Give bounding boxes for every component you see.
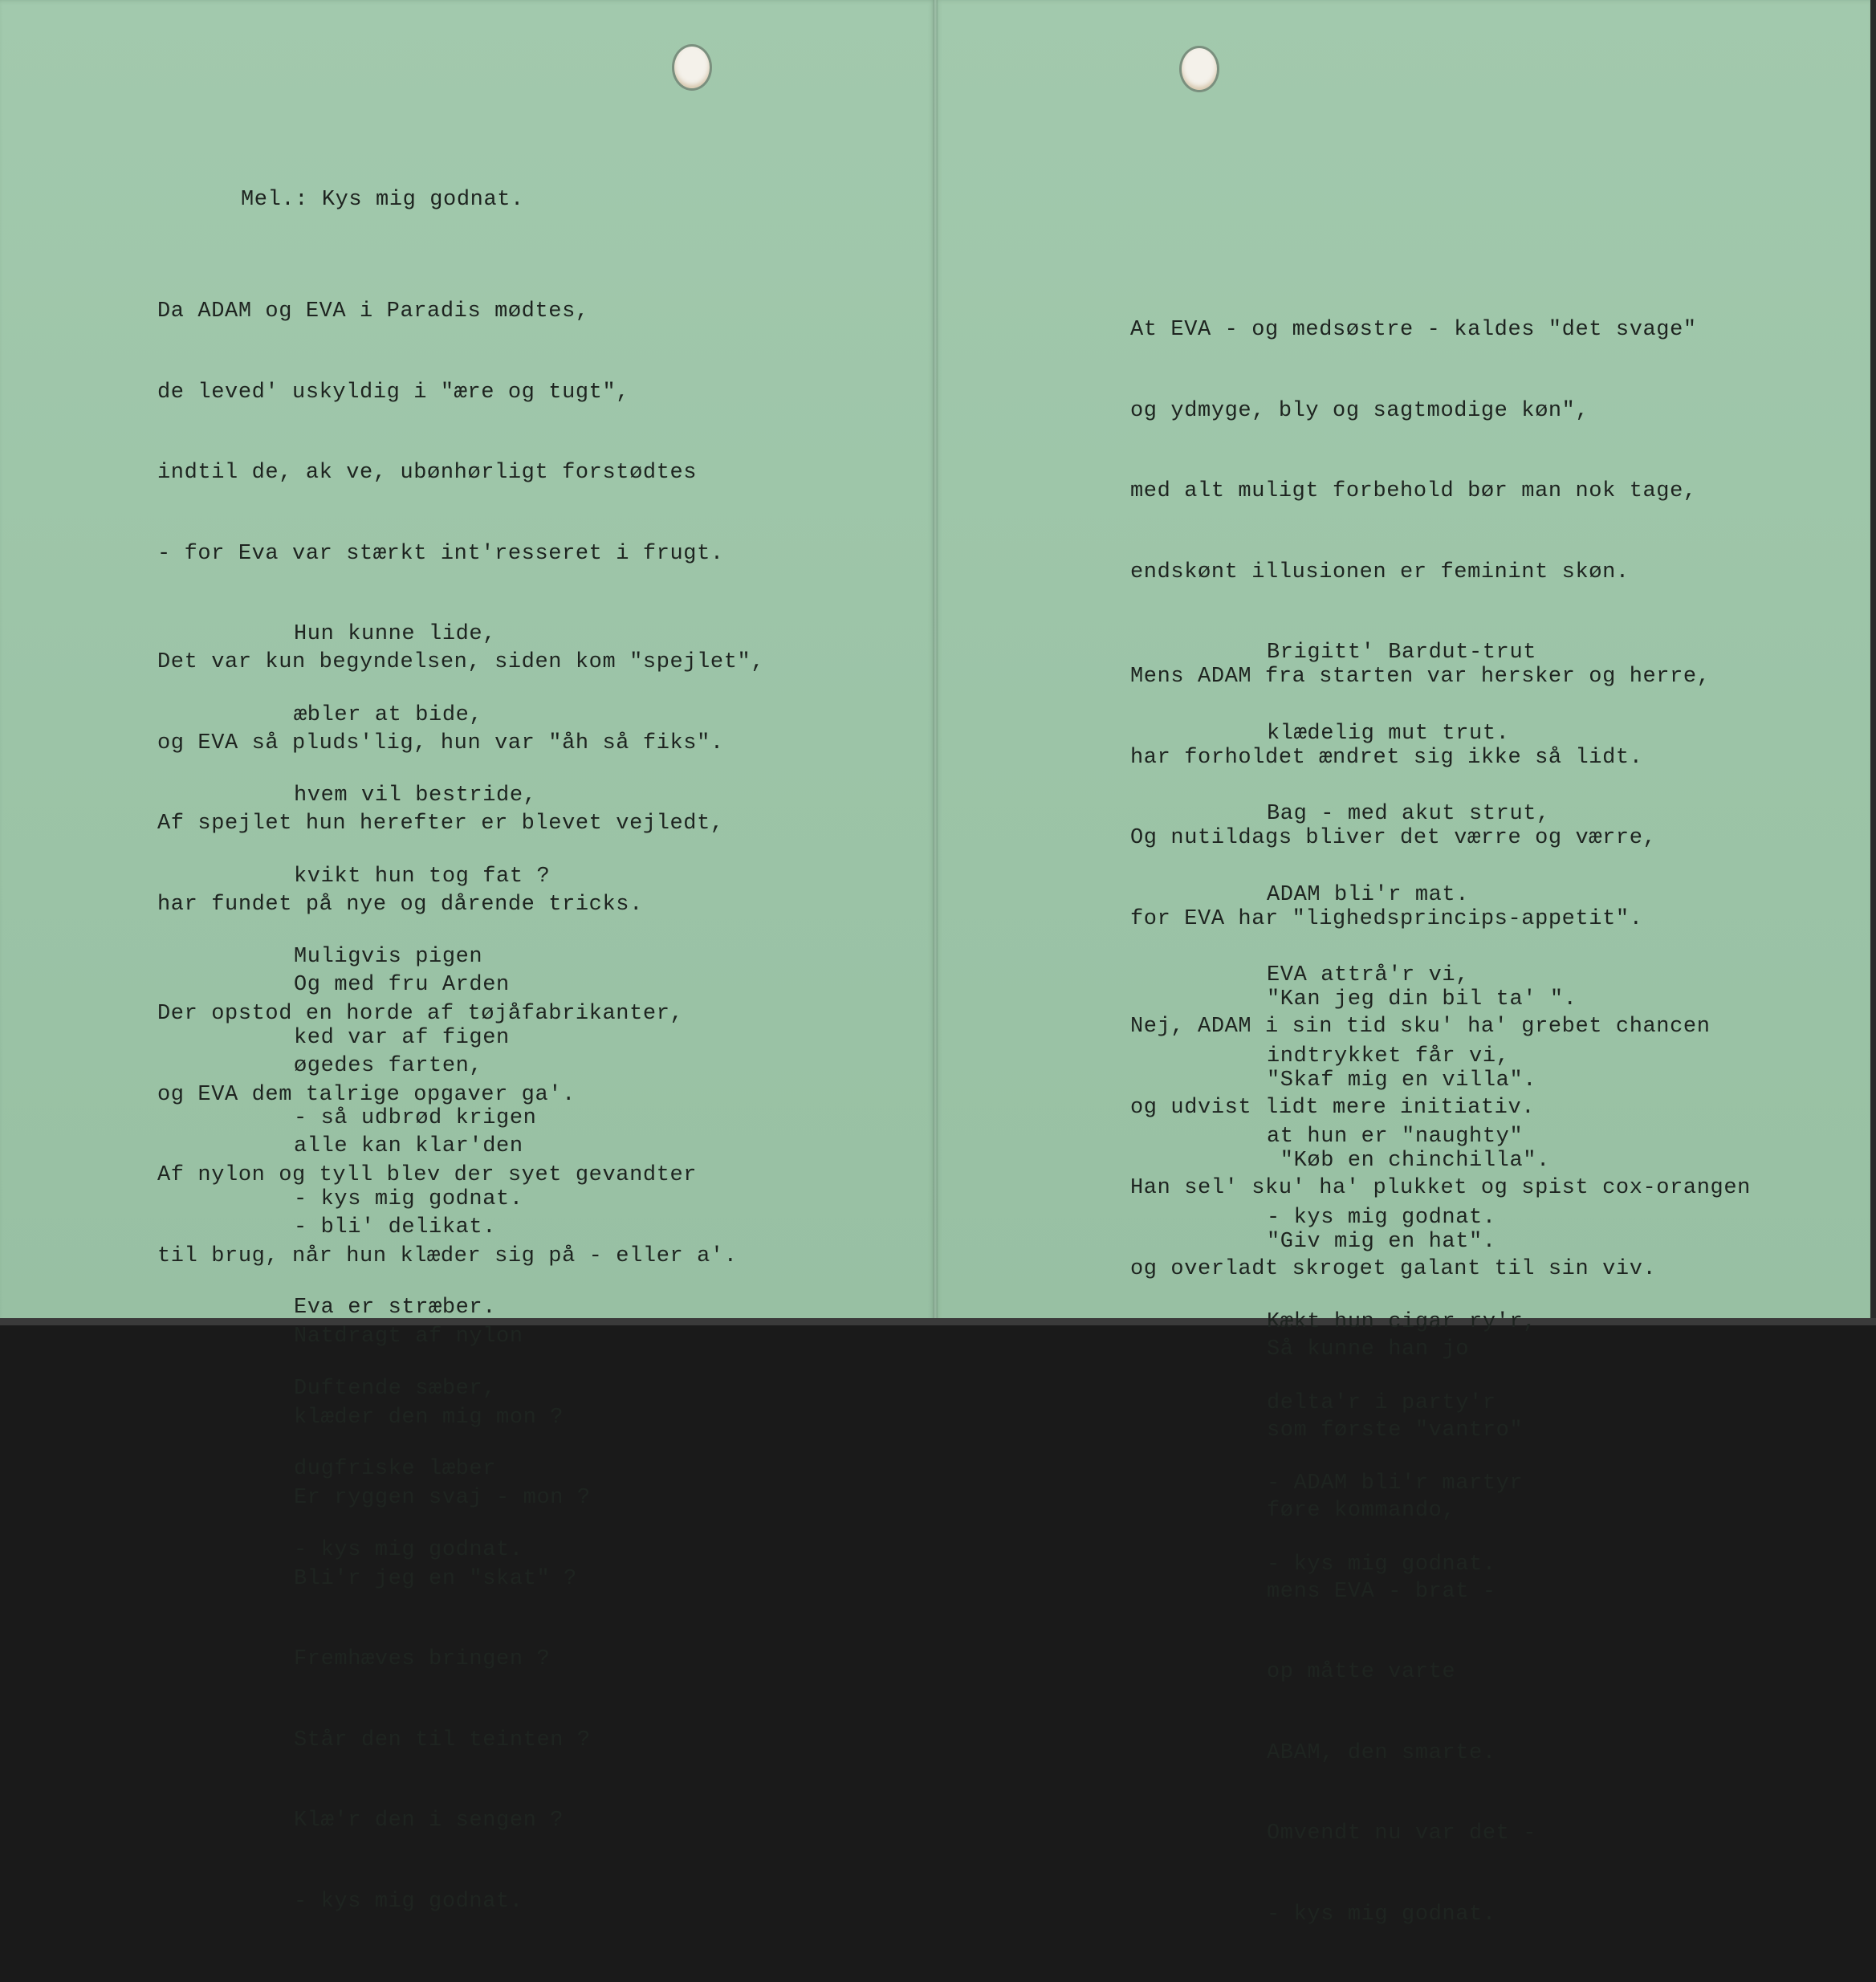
verse-line: har fundet på nye og dårende tricks. xyxy=(157,892,643,917)
refrain-line: Natdragt af nylon xyxy=(294,1325,523,1349)
refrain-line: - kys mig godnat. xyxy=(1267,1205,1496,1230)
refrain-line: - kys mig godnat. xyxy=(1267,1902,1496,1927)
center-fold xyxy=(933,0,938,1325)
verse-line: Af spejlet hun herefter er blevet vejledt, xyxy=(157,812,724,836)
scan-border xyxy=(1870,0,1876,1325)
verse-line: Han sel' sku' ha' plukket og spist cox-orangen xyxy=(1130,1176,1751,1200)
refrain-line: Bag - med akut strut, xyxy=(1267,802,1550,826)
refrain-line: at hun er "naughty" xyxy=(1267,1125,1524,1149)
verse-line: har forholdet ændret sig ikke så lidt. xyxy=(1130,745,1643,770)
refrain-line: Eva er stræber. xyxy=(294,1296,497,1320)
refrain-line: indtrykket får vi, xyxy=(1267,1044,1510,1068)
refrain-line: æbler at bide, xyxy=(294,702,483,727)
refrain-line: hvem vil bestride, xyxy=(294,783,537,808)
refrain-line: klæder den mig mon ? xyxy=(294,1405,564,1430)
verse-line: og udvist lidt mere initiativ. xyxy=(1130,1095,1536,1120)
refrain-line: Omvendt nu var det - xyxy=(1267,1821,1537,1846)
refrain-line: ADAM bli'r mat. xyxy=(1267,882,1470,907)
refrain-line: "Giv mig en hat". xyxy=(1267,1229,1496,1254)
refrain-line: op måtte varte xyxy=(1267,1660,1456,1684)
refrain-line: Bli'r jeg en "skat" ? xyxy=(294,1566,577,1591)
refrain-line: Duftende sæber, xyxy=(294,1376,497,1401)
verse-line: endskønt illusionen er feminint skøn. xyxy=(1130,560,1630,584)
verse-line: Mens ADAM fra starten var hersker og herre, xyxy=(1130,665,1711,689)
verse-line: og EVA dem talrige opgaver ga'. xyxy=(157,1082,576,1107)
refrain-line: - kys mig godnat. xyxy=(294,1889,523,1914)
refrain-line: - ADAM bli'r martyr xyxy=(1267,1471,1524,1496)
verse-line: At EVA - og medsøstre - kaldes "det svage" xyxy=(1130,318,1697,342)
verse-line: Og nutildags bliver det værre og værre, xyxy=(1130,826,1657,850)
verse-line: Da ADAM og EVA i Paradis mødtes, xyxy=(157,299,589,324)
verse-line: for EVA har "lighedsprincips-appetit". xyxy=(1130,906,1643,931)
refrain-line: som første "vantro" xyxy=(1267,1418,1524,1443)
verse-line: Det var kun begyndelsen, siden kom "spejlet", xyxy=(157,650,765,674)
refrain-line: ABAM, den smarte. xyxy=(1267,1740,1496,1765)
refrain-line: "Køb en chinchilla". xyxy=(1267,1149,1550,1173)
refrain-line: Brigitt' Bardut-trut xyxy=(1267,641,1537,665)
melody-title: Mel.: Kys mig godnat. xyxy=(241,188,524,212)
refrain-line: EVA attrå'r vi, xyxy=(1267,963,1470,987)
refrain-line: kvikt hun tog fat ? xyxy=(294,864,551,889)
verse-line: Nej, ADAM i sin tid sku' ha' grebet chancen xyxy=(1130,1015,1711,1039)
verse-line: indtil de, ak ve, ubønhørligt forstødtes xyxy=(157,461,698,485)
refrain-line: - så udbrød krigen xyxy=(294,1106,537,1130)
verse-line: og overladt skroget galant til sin viv. xyxy=(1130,1256,1657,1281)
verse-line: de leved' uskyldig i "ære og tugt", xyxy=(157,380,630,405)
punch-hole xyxy=(674,47,710,88)
refrain-line: øgedes farten, xyxy=(294,1053,483,1078)
refrain-line: mens EVA - brat - xyxy=(1267,1579,1496,1604)
refrain-line: "Kan jeg din bil ta' ". xyxy=(1267,987,1577,1011)
verse-line: og EVA så pluds'lig, hun var "åh så fiks". xyxy=(157,731,724,755)
refrain-line: - kys mig godnat. xyxy=(294,1537,523,1562)
refrain-line: Kækt hun cigar ry'r, xyxy=(1267,1310,1537,1334)
stanza-6 xyxy=(1130,960,1751,1982)
verse-line: og ydmyge, bly og sagtmodige køn", xyxy=(1130,398,1589,423)
stanza-3 xyxy=(157,947,738,1969)
refrain-line: "Skaf mig en villa". xyxy=(1267,1068,1537,1093)
refrain-line: Fremhæves bringen ? xyxy=(294,1647,551,1671)
verse-line: til brug, når hun klæder sig på - eller a'. xyxy=(157,1243,738,1268)
verse-line: Af nylon og tyll blev der syet gevandter xyxy=(157,1163,698,1187)
verse-line: med alt muligt forbehold bør man nok tage, xyxy=(1130,479,1697,503)
refrain-line: Muligvis pigen xyxy=(294,945,483,969)
refrain-line: - bli' delikat. xyxy=(294,1215,497,1239)
refrain-line: Så kunne han jo xyxy=(1267,1337,1470,1361)
refrain-line: alle kan klar'den xyxy=(294,1134,523,1158)
refrain-line: Hun kunne lide, xyxy=(294,622,497,646)
refrain-line: føre kommando, xyxy=(1267,1499,1456,1523)
refrain-line: Står den til teinten ? xyxy=(294,1728,591,1752)
refrain-line: - kys mig godnat. xyxy=(1267,1552,1496,1577)
refrain-line: klædelig mut trut. xyxy=(1267,721,1510,746)
refrain-line: Er ryggen svaj - mon ? xyxy=(294,1486,591,1510)
verse-line: Der opstod en horde af tøjåfabrikanter, xyxy=(157,1002,684,1026)
refrain-line: delta'r i party'r xyxy=(1267,1390,1496,1415)
verse-line: - for Eva var stærkt int'resseret i frugt. xyxy=(157,541,724,566)
refrain-line: ked var af figen xyxy=(294,1025,510,1050)
punch-hole xyxy=(1182,48,1217,90)
refrain-line: dugfriske læber xyxy=(294,1457,497,1481)
refrain-line: Klæ'r den i sengen ? xyxy=(294,1809,564,1833)
refrain-line: - kys mig godnat. xyxy=(294,1186,523,1211)
refrain-line: Og med fru Arden xyxy=(294,973,510,997)
